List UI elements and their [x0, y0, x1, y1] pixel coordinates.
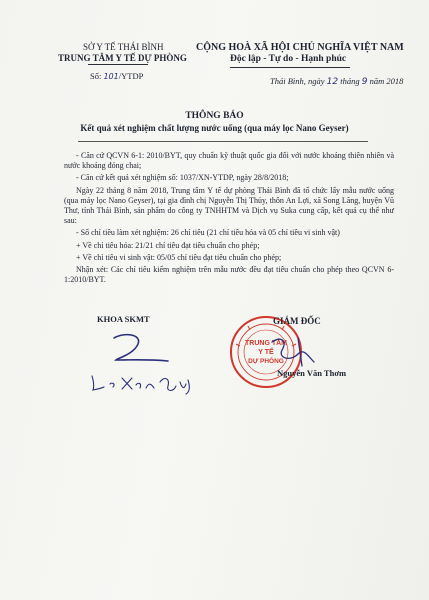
director-name: Nguyễn Văn Thơm	[277, 368, 347, 378]
document-title: THÔNG BÁO	[185, 111, 244, 121]
org-underline	[88, 64, 148, 65]
department-signature-title: KHOA SKMT	[97, 314, 150, 324]
body-paragraph: Ngày 22 tháng 8 năm 2018, Trung tâm Y tế dự phòng Thái Bình đã tổ chức lấy mẫu nước uống (qua máy lọc Nano Geyser), tại gia đình chị Nguyễn Thị Thủy, thôn An Lợi, xã Song Lãng, huyện Vũ Thư, tỉnh Thái Bình, sản phẩm do công ty TNHHTM và Dịch vụ Suka cung cấp, kết quả cụ thể như sau:	[64, 185, 394, 226]
body-paragraph: Nhận xét: Các chỉ tiêu kiểm nghiệm trên mẫu nước đều đạt tiêu chuẩn cho phép theo QCVN 6-1:2010/BYT.	[64, 265, 394, 285]
body-paragraph: + Về chỉ tiêu hóa: 21/21 chỉ tiêu đạt tiêu chuẩn cho phép;	[76, 240, 260, 250]
body-paragraph: - Căn cứ QCVN 6-1: 2010/BYT, quy chuẩn kỹ thuật quốc gia đối với nước khoáng thiên nhiên và nước khoáng đóng chai;	[64, 151, 394, 171]
date-day: 12	[326, 77, 339, 87]
seal-line-1: TRUNG TÂM	[245, 340, 287, 347]
seal-line-3: DỰ PHÒNG	[248, 358, 284, 365]
date-place: Thái Bình, ngày	[270, 76, 325, 86]
date-month-label: tháng	[340, 76, 360, 86]
seal-line-2: Y TẾ	[258, 349, 274, 356]
director-signature-title: GIÁM ĐỐC	[273, 316, 321, 326]
director-signature-image	[268, 332, 328, 370]
motto-underline	[230, 67, 350, 68]
document-subtitle: Kết quả xét nghiệm chất lượng nước uống (qua máy lọc Nano Geyser)	[80, 123, 349, 133]
document-number	[90, 71, 143, 81]
issue-date	[270, 76, 403, 87]
doc-number-handwritten: 101	[103, 72, 119, 81]
national-title: CỘNG HOÀ XÃ HỘI CHỦ NGHĨA VIỆT NAM	[196, 42, 404, 53]
department-signature-image	[108, 330, 178, 370]
title-divider	[78, 141, 368, 142]
date-year: năm 2018	[369, 76, 404, 86]
body-paragraph: - Căn cứ kết quả xét nghiệm số: 1037/XN-YTDP, ngày 28/8/2018;	[76, 173, 289, 183]
issuing-organization: TRUNG TÂM Y TẾ DỰ PHÒNG	[58, 53, 187, 63]
doc-number-suffix: /YTDP	[118, 71, 144, 81]
body-paragraph: + Về chỉ tiêu vi sinh vật: 05/05 chỉ tiêu đạt tiêu chuẩn cho phép;	[76, 252, 282, 262]
national-motto: Độc lập - Tự do - Hạnh phúc	[230, 54, 347, 64]
handwritten-name-le-xuan-quy	[88, 372, 198, 396]
body-paragraph: - Số chỉ tiêu làm xét nghiệm: 26 chỉ tiêu (21 chỉ tiêu hóa và 05 chỉ tiêu vi sinh vật)	[76, 228, 340, 238]
issuing-authority: SỞ Y TẾ THÁI BÌNH	[83, 42, 164, 52]
doc-number-prefix: Số:	[90, 71, 102, 81]
document-body	[64, 151, 394, 287]
date-month: 9	[361, 77, 368, 87]
